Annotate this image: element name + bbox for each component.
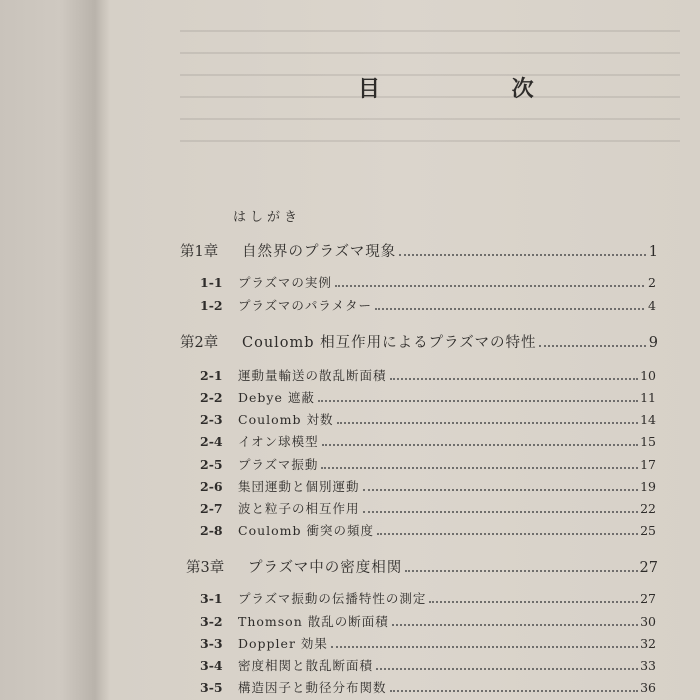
page-number: 36	[640, 680, 656, 695]
entry-number: 第1章	[180, 244, 219, 260]
entry-title: イオン球模型	[238, 434, 319, 449]
toc-section-entry	[200, 388, 656, 406]
page-number: 30	[640, 614, 656, 629]
page-number: 27	[640, 591, 656, 606]
dot-leader	[321, 467, 638, 469]
toc-section-entry	[200, 455, 656, 473]
toc-section-entry	[200, 499, 656, 517]
dot-leader	[363, 489, 639, 491]
entry-number: 1-1	[200, 275, 223, 290]
entry-title: プラズマ中の密度相関	[248, 560, 403, 576]
toc-section-entry	[200, 656, 656, 674]
entry-number: 3-2	[200, 614, 223, 629]
entry-number: 1-2	[200, 298, 223, 313]
page-number: 4	[648, 298, 656, 313]
entry-title: Coulomb 衝突の頻度	[238, 523, 374, 538]
entry-title: プラズマのパラメター	[238, 298, 373, 313]
dot-leader	[392, 624, 638, 626]
dot-leader	[318, 400, 638, 402]
entry-number: 3-4	[200, 658, 223, 673]
toc-section-entry	[200, 432, 656, 450]
toc-chapter-entry	[186, 556, 658, 577]
entry-title: 運動量輸送の散乱断面積	[238, 368, 387, 383]
dot-leader	[390, 690, 639, 692]
entry-title: Thomson 散乱の断面積	[238, 614, 389, 629]
toc-chapter-entry	[180, 331, 658, 352]
entry-number: 3-1	[200, 591, 223, 606]
page-number: 14	[640, 412, 656, 427]
page-number: 1	[648, 244, 658, 260]
entry-number: 2-4	[200, 434, 223, 449]
page-number: 2	[648, 275, 656, 290]
entry-number: 2-7	[200, 501, 223, 516]
dot-leader	[399, 254, 646, 256]
entry-number: 2-6	[200, 479, 223, 494]
dot-leader	[335, 285, 644, 287]
entry-number: 第3章	[186, 560, 225, 576]
entry-title: プラズマ振動	[238, 457, 319, 472]
entry-number: 3-3	[200, 636, 223, 651]
dot-leader	[337, 422, 639, 424]
toc-section-entry	[200, 366, 656, 384]
entry-title: Coulomb 相互作用によるプラズマの特性	[242, 335, 537, 351]
dot-leader	[376, 668, 638, 670]
dot-leader	[363, 511, 639, 513]
toc-chapter-entry	[180, 240, 658, 261]
entry-title: 集団運動と個別運動	[238, 479, 360, 494]
entry-title: Doppler 効果	[238, 636, 328, 651]
toc-section-entry	[200, 273, 656, 291]
toc-section-entry	[200, 410, 656, 428]
toc-section-entry	[200, 612, 656, 630]
page-number: 27	[639, 560, 658, 576]
entry-title: 波と粒子の相互作用	[238, 501, 360, 516]
toc-section-entry	[200, 678, 656, 696]
toc-section-entry	[200, 521, 656, 539]
toc-section-entry	[200, 477, 656, 495]
dot-leader	[377, 533, 638, 535]
toc-section-entry	[200, 589, 656, 607]
entry-title: 密度相関と散乱断面積	[238, 658, 374, 673]
toc-section-entry	[200, 296, 656, 314]
page-number: 33	[640, 658, 656, 673]
preface-entry: はしがき	[233, 210, 302, 225]
entry-number: 2-2	[200, 390, 223, 405]
toc-section-entry	[200, 634, 656, 652]
dot-leader	[429, 601, 638, 603]
dot-leader	[390, 378, 639, 380]
page-number: 15	[640, 434, 656, 449]
entry-number: 3-5	[200, 680, 223, 695]
entry-title: プラズマの実例	[238, 275, 332, 290]
entry-title: Debye 遮蔽	[238, 390, 315, 405]
page-number: 11	[640, 390, 656, 405]
page-number: 25	[640, 523, 656, 538]
page-number: 17	[640, 457, 656, 472]
dot-leader	[405, 570, 637, 572]
dot-leader	[375, 308, 644, 310]
entry-title: 構造因子と動径分布関数	[238, 680, 387, 695]
page-number: 10	[640, 368, 656, 383]
page-number: 9	[648, 335, 658, 351]
dot-leader	[322, 444, 638, 446]
page-title: 目 次	[358, 76, 596, 102]
entry-title: プラズマ振動の伝播特性の測定	[238, 591, 427, 606]
dot-leader	[539, 345, 646, 347]
entry-number: 2-3	[200, 412, 223, 427]
entry-number: 2-1	[200, 368, 223, 383]
page-number: 19	[640, 479, 656, 494]
entry-number: 2-8	[200, 523, 223, 538]
entry-number: 2-5	[200, 457, 223, 472]
entry-title: Coulomb 対数	[238, 412, 334, 427]
entry-title: 自然界のプラズマ現象	[242, 244, 397, 260]
entry-number: 第2章	[180, 335, 219, 351]
page-number: 22	[640, 501, 656, 516]
dot-leader	[331, 646, 638, 648]
page-number: 32	[640, 636, 656, 651]
